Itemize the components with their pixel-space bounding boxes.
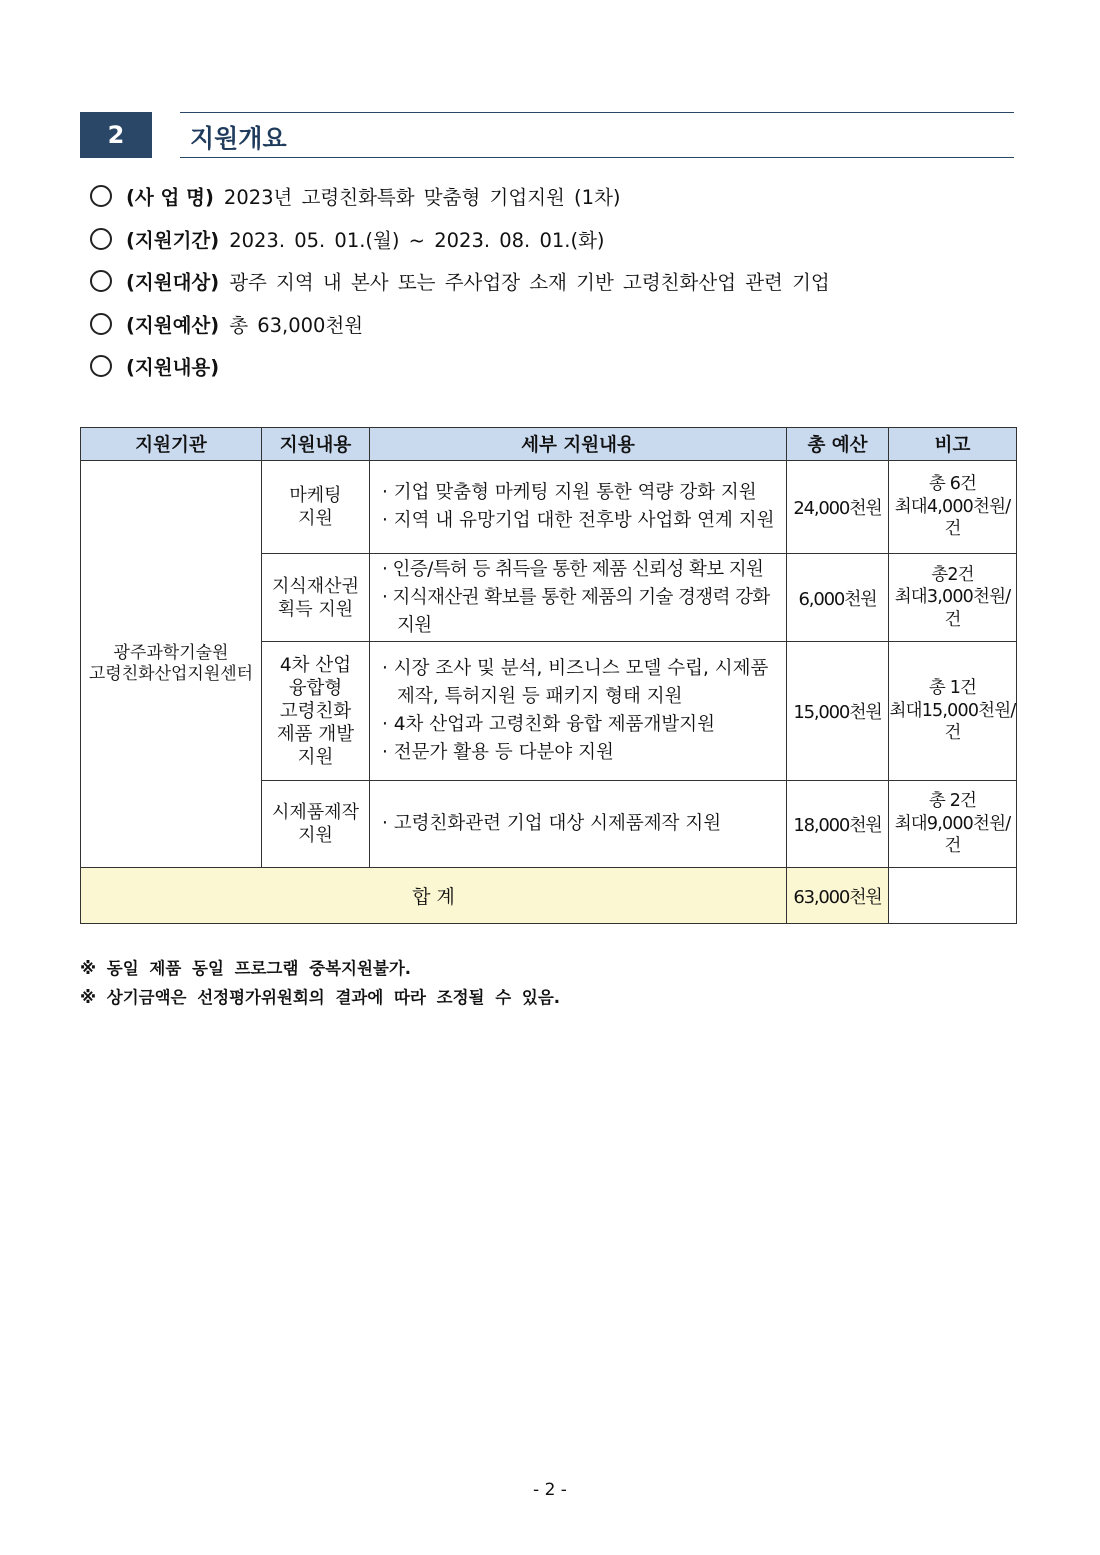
detail-item: · 4차 산업과 고령친화 융합 제품개발지원 [382,714,715,735]
item-value: 총 63,000천원 [229,313,364,337]
total-row [81,868,1017,924]
circle-bullet-icon [90,313,112,335]
category-line: 4차 산업 [279,654,352,676]
detail-item: · 지역 내 유망기업 대한 전후방 사업화 연계 지원 [382,510,775,531]
note-line: 건 [944,609,961,630]
details-cell [370,781,787,868]
category-line: 지원 [297,746,334,768]
list-item [90,345,990,388]
support-table [80,427,1017,924]
section-number: 2 [80,112,152,158]
note-cell [889,642,1017,781]
detail-item: · 지식재산권 확보를 통한 제품의 기술 경쟁력 강화지원 [382,586,770,636]
section-rule-top [180,112,1014,113]
note-line: 최대4,000천원/ [894,496,1011,517]
item-label: (지원대상) [126,271,220,295]
overview-list [90,175,990,388]
section-title: 지원개요 [190,124,287,153]
category-line: 지원 [298,825,333,846]
note-line: 최대9,000천원/ [894,813,1011,834]
section-header [80,112,1014,158]
circle-bullet-icon [90,270,112,292]
category-line: 지원 [298,508,333,529]
header-category: 지원내용 [262,428,370,461]
category-line: 고령친화 [279,700,352,722]
item-label: (지원예산) [126,313,220,337]
header-note: 비고 [889,428,1017,461]
list-item [90,303,990,346]
item-value: 2023년 고령친화특화 맞춤형 기업지원 (1차) [223,186,621,210]
category-cell [262,642,370,781]
note-line: 총 2건 [928,791,977,812]
note-cell [889,554,1017,642]
budget-cell: 18,000천원 [787,781,889,868]
note-line: 총2건 [931,564,974,585]
total-budget: 63,000천원 [787,868,889,924]
org-name: 광주과학기술원 [113,643,229,663]
list-item [90,260,990,303]
item-value: 2023. 05. 01.(월) ~ 2023. 08. 01.(화) [229,228,605,252]
circle-bullet-icon [90,355,112,377]
category-cell [262,554,370,642]
header-budget: 총 예산 [787,428,889,461]
note-line: 최대15,000천원/ [889,700,1016,721]
table-header-row [81,428,1017,461]
org-center: 고령친화산업지원센터 [88,664,254,684]
header-details: 세부 지원내용 [370,428,787,461]
note-line: 건 [944,519,961,540]
item-value: 광주 지역 내 본사 또는 주사업장 소재 기반 고령친화산업 관련 기업 [229,271,830,295]
detail-item: · 시장 조사 및 분석, 비즈니스 모델 수립, 시제품 제작, 특허지원 등 패키지 형태 지원 [382,658,769,707]
list-item [90,175,990,218]
total-label: 합 계 [81,868,787,924]
note-line: 총 1건 [928,678,977,699]
note-cell [889,781,1017,868]
total-note [889,868,1017,924]
note-line: 총 6건 [928,474,977,495]
budget-cell: 15,000천원 [787,642,889,781]
budget-cell: 24,000천원 [787,461,889,554]
footnotes [80,954,560,1012]
details-cell [370,554,787,642]
note-line: 건 [944,723,961,744]
footnote: ※ 상기금액은 선정평가위원회의 결과에 따라 조정될 수 있음. [80,988,561,1007]
details-cell [370,461,787,554]
category-line: 융합형 [288,677,343,699]
list-item [90,218,990,261]
category-cell [262,781,370,868]
item-label: (지원기간) [126,228,220,252]
header-org: 지원기관 [81,428,262,461]
detail-item: · 고령친화관련 기업 대상 시제품제작 지원 [382,813,722,834]
note-line: 최대3,000천원/ [894,587,1011,608]
category-line: 획득 지원 [277,598,354,620]
circle-bullet-icon [90,185,112,207]
detail-item: · 인증/특허 등 취득을 통한 제품 신뢰성 확보 지원 [382,558,764,580]
page-number: - 2 - [533,1480,567,1500]
detail-item: · 전문가 활용 등 다분야 지원 [382,742,614,763]
budget-cell: 6,000천원 [787,554,889,642]
details-cell [370,642,787,781]
category-line: 마케팅 [289,485,342,506]
category-line: 시제품제작 [272,802,359,823]
note-cell [889,461,1017,554]
category-cell [262,461,370,554]
circle-bullet-icon [90,228,112,250]
item-label: (사 업 명) [126,186,214,210]
item-label: (지원내용) [126,356,220,380]
detail-item: · 기업 맞춤형 마케팅 지원 통한 역량 강화 지원 [382,482,757,503]
section-rule-bottom [180,157,1014,158]
category-line: 제품 개발 [276,723,355,745]
table-row [81,461,1017,554]
footnote: ※ 동일 제품 동일 프로그램 중복지원불가. [80,959,412,978]
note-line: 건 [944,836,961,857]
org-cell [81,461,262,868]
category-line: 지식재산권 [272,575,359,597]
